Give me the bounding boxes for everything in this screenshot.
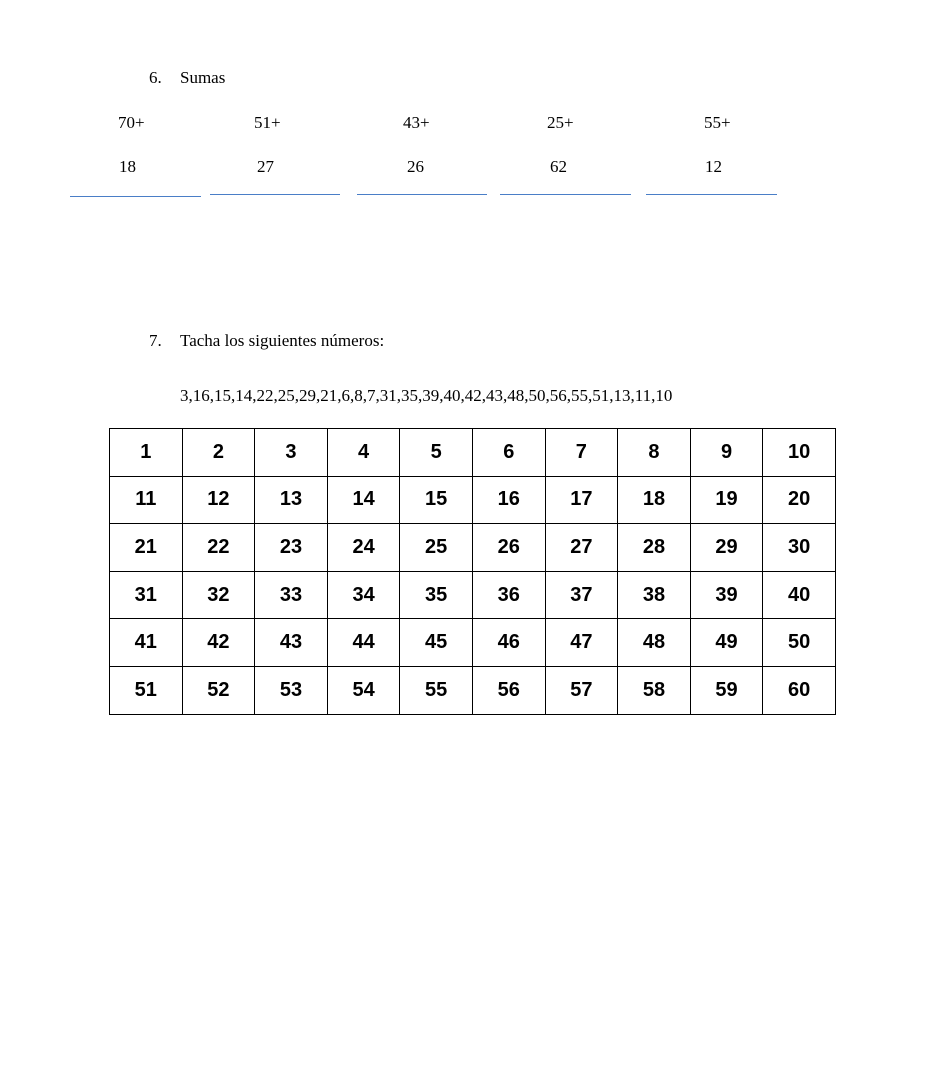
- grid-cell[interactable]: 12: [182, 476, 255, 524]
- grid-cell[interactable]: 25: [400, 524, 473, 572]
- grid-cell[interactable]: 55: [400, 666, 473, 714]
- answer-line[interactable]: [500, 194, 631, 195]
- grid-cell[interactable]: 33: [255, 571, 328, 619]
- numbers-to-cross-list: 3,16,15,14,22,25,29,21,6,8,7,31,35,39,40,42,43,48,50,56,55,51,13,11,10: [180, 386, 673, 405]
- grid-cell[interactable]: 41: [110, 619, 183, 667]
- grid-cell[interactable]: 34: [327, 571, 400, 619]
- grid-cell[interactable]: 45: [400, 619, 473, 667]
- grid-cell[interactable]: 49: [690, 619, 763, 667]
- grid-cell[interactable]: 24: [327, 524, 400, 572]
- grid-cell[interactable]: 31: [110, 571, 183, 619]
- grid-cell[interactable]: 22: [182, 524, 255, 572]
- grid-cell[interactable]: 35: [400, 571, 473, 619]
- answer-line[interactable]: [70, 196, 201, 197]
- addend-top: 51+: [254, 113, 281, 132]
- answer-line[interactable]: [210, 194, 340, 195]
- grid-cell[interactable]: 51: [110, 666, 183, 714]
- grid-cell[interactable]: 15: [400, 476, 473, 524]
- section-7-number: 7.: [149, 331, 162, 350]
- grid-row: [110, 571, 836, 619]
- grid-row: [110, 666, 836, 714]
- grid-cell[interactable]: 40: [763, 571, 836, 619]
- grid-cell[interactable]: 16: [472, 476, 545, 524]
- grid-cell[interactable]: 47: [545, 619, 618, 667]
- grid-cell[interactable]: 26: [472, 524, 545, 572]
- grid-cell[interactable]: 44: [327, 619, 400, 667]
- grid-cell[interactable]: 30: [763, 524, 836, 572]
- grid-row: [110, 429, 836, 477]
- grid-cell[interactable]: 43: [255, 619, 328, 667]
- section-7-title: Tacha los siguientes números:: [180, 331, 385, 350]
- grid-cell[interactable]: 39: [690, 571, 763, 619]
- grid-cell[interactable]: 6: [472, 429, 545, 477]
- addend-top: 43+: [403, 113, 430, 132]
- grid-cell[interactable]: 23: [255, 524, 328, 572]
- addend-top: 25+: [547, 113, 574, 132]
- grid-cell[interactable]: 52: [182, 666, 255, 714]
- grid-cell[interactable]: 11: [110, 476, 183, 524]
- grid-cell[interactable]: 18: [618, 476, 691, 524]
- grid-cell[interactable]: 59: [690, 666, 763, 714]
- grid-cell[interactable]: 56: [472, 666, 545, 714]
- addend-top: 55+: [704, 113, 731, 132]
- grid-cell[interactable]: 13: [255, 476, 328, 524]
- grid-cell[interactable]: 50: [763, 619, 836, 667]
- addend-bottom: 18: [119, 157, 136, 176]
- grid-cell[interactable]: 3: [255, 429, 328, 477]
- grid-cell[interactable]: 28: [618, 524, 691, 572]
- grid-cell[interactable]: 9: [690, 429, 763, 477]
- answer-line[interactable]: [646, 194, 777, 195]
- grid-cell[interactable]: 8: [618, 429, 691, 477]
- grid-cell[interactable]: 58: [618, 666, 691, 714]
- addend-top: 70+: [118, 113, 145, 132]
- answer-line[interactable]: [357, 194, 487, 195]
- grid-cell[interactable]: 21: [110, 524, 183, 572]
- grid-cell[interactable]: 42: [182, 619, 255, 667]
- grid-cell[interactable]: 7: [545, 429, 618, 477]
- grid-cell[interactable]: 46: [472, 619, 545, 667]
- grid-cell[interactable]: 37: [545, 571, 618, 619]
- section-6-title: Sumas: [180, 68, 226, 87]
- grid-row: [110, 524, 836, 572]
- grid-cell[interactable]: 5: [400, 429, 473, 477]
- addend-bottom: 26: [407, 157, 424, 176]
- grid-cell[interactable]: 14: [327, 476, 400, 524]
- grid-cell[interactable]: 36: [472, 571, 545, 619]
- grid-cell[interactable]: 29: [690, 524, 763, 572]
- addend-bottom: 62: [550, 157, 567, 176]
- grid-cell[interactable]: 1: [110, 429, 183, 477]
- addend-bottom: 12: [705, 157, 722, 176]
- grid-cell[interactable]: 2: [182, 429, 255, 477]
- grid-cell[interactable]: 60: [763, 666, 836, 714]
- number-grid: [109, 428, 836, 715]
- grid-cell[interactable]: 38: [618, 571, 691, 619]
- grid-cell[interactable]: 32: [182, 571, 255, 619]
- grid-cell[interactable]: 19: [690, 476, 763, 524]
- section-6-number: 6.: [149, 68, 162, 87]
- grid-cell[interactable]: 17: [545, 476, 618, 524]
- grid-cell[interactable]: 48: [618, 619, 691, 667]
- grid-row: [110, 619, 836, 667]
- grid-cell[interactable]: 10: [763, 429, 836, 477]
- grid-cell[interactable]: 20: [763, 476, 836, 524]
- grid-cell[interactable]: 54: [327, 666, 400, 714]
- grid-row: [110, 476, 836, 524]
- grid-cell[interactable]: 27: [545, 524, 618, 572]
- grid-cell[interactable]: 4: [327, 429, 400, 477]
- addend-bottom: 27: [257, 157, 274, 176]
- grid-cell[interactable]: 57: [545, 666, 618, 714]
- grid-cell[interactable]: 53: [255, 666, 328, 714]
